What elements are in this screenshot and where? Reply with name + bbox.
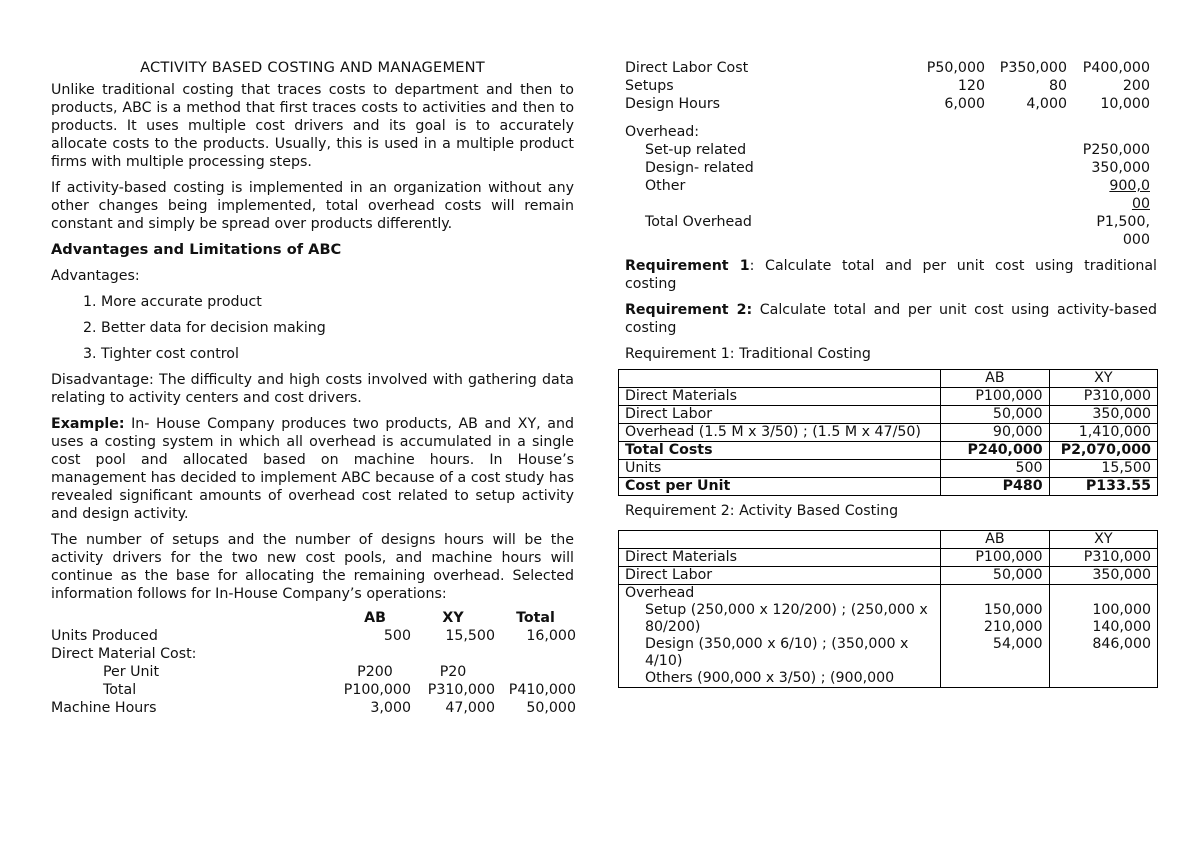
cell: 3,000 — [370, 700, 411, 716]
cell: 1,410,000 — [1049, 424, 1157, 442]
abc-costing-table — [618, 530, 1158, 688]
cell: 80 — [1048, 78, 1067, 94]
cell: 200 — [1122, 78, 1150, 94]
table1-title: Requirement 1: Traditional Costing — [625, 346, 871, 362]
table-row — [619, 442, 1158, 460]
cell: P410,000 — [508, 682, 576, 698]
req2-text: Calculate total and per unit cost using activity-based costing — [625, 302, 1158, 336]
design-label: Design (350,000 x 6/10) ; (350,000 x 4/10) — [645, 636, 909, 669]
table-row — [619, 478, 1158, 496]
cell: P480 — [941, 478, 1049, 496]
advantages-label: Advantages: — [51, 268, 140, 284]
cell: P100,000 — [941, 549, 1049, 567]
company-info-table — [51, 609, 576, 717]
row-label: Design- related — [645, 160, 754, 176]
header-xy: XY — [442, 610, 464, 626]
table-row — [619, 460, 1158, 478]
drivers-paragraph: The number of setups and the number of designs hours will be the activity drivers for the two new cost pools, and machine hours will continue as the base for allocating the remaining overhead. Selected information follows for In-House Company’s operations: — [51, 532, 574, 602]
table-row — [625, 77, 1150, 95]
table-row — [625, 95, 1150, 113]
table-row — [625, 141, 1150, 159]
cell: 500 — [383, 628, 411, 644]
table-row — [51, 681, 576, 699]
disadvantage-paragraph: Disadvantage: The difficulty and high costs involved with gathering data relating to activity centers and cost drivers. — [51, 372, 574, 406]
setup-label: Setup (250,000 x 120/200) ; (250,000 x 80/200) — [645, 602, 928, 635]
table2-title: Requirement 2: Activity Based Costing — [625, 503, 899, 519]
req2-label: Requirement 2: — [625, 302, 753, 318]
req1-text: : Calculate total and per unit cost using traditional costing — [625, 258, 1157, 292]
cell: 140,000 — [1092, 619, 1151, 635]
row-label: Total Costs — [619, 442, 941, 460]
cell: 47,000 — [445, 700, 495, 716]
cell: P240,000 — [941, 442, 1049, 460]
overhead-paragraph: If activity-based costing is implemented in an organization without any other changes being implemented, total overhead costs will remain constant and simply be spread over products differently. — [51, 180, 574, 232]
row-label: Units Produced — [51, 628, 158, 644]
cell: 120 — [957, 78, 985, 94]
table-row — [625, 159, 1150, 177]
cell: 100,000 — [1092, 602, 1151, 618]
header-xy: XY — [1049, 531, 1157, 549]
row-label: Setups — [625, 78, 674, 94]
row-label: Direct Materials — [619, 549, 941, 567]
cell: 16,000 — [526, 628, 576, 644]
cell: 10,000 — [1100, 96, 1150, 112]
row-label: Other — [645, 178, 686, 194]
cell: 15,500 — [445, 628, 495, 644]
row-label: Set-up related — [645, 142, 747, 158]
table-row — [619, 370, 1158, 388]
others-line — [625, 670, 934, 687]
cell: 350,000 — [1049, 567, 1157, 585]
right-column — [625, 59, 1157, 688]
requirement-1 — [625, 257, 1157, 293]
table-row — [619, 567, 1158, 585]
cell — [495, 663, 576, 681]
cell: 846,000 — [1092, 636, 1151, 652]
row-label: Design Hours — [625, 96, 721, 112]
row-label: Direct Labor — [619, 406, 941, 424]
table-body — [619, 388, 1158, 496]
traditional-costing-table — [618, 369, 1158, 496]
cell: P133.55 — [1049, 478, 1157, 496]
design-line — [625, 636, 934, 670]
cell: P310,000 — [427, 682, 495, 698]
table-row — [619, 388, 1158, 406]
advantages-list — [51, 293, 574, 363]
cell: 15,500 — [1049, 460, 1157, 478]
cell: 350,000 — [1049, 406, 1157, 424]
example-text: In- House Company produces two products, AB and XY, and uses a costing system in which all overhead is accumulated in a single cost pool and allocated based on machine hours. In House’s management has decided to implement ABC because of a cost study has revealed significant amounts of overhead cost related to setup activity and design activity. — [51, 416, 574, 522]
labor-info-table — [625, 59, 1150, 249]
table-row — [619, 406, 1158, 424]
table-row — [625, 59, 1150, 77]
list-item: 1. More accurate product — [101, 293, 574, 311]
row-label: Direct Labor Cost — [625, 60, 749, 76]
cell: 54,000 — [992, 636, 1043, 652]
cell: 50,000 — [941, 567, 1049, 585]
row-label: Units — [619, 460, 941, 478]
row-label: Direct Labor — [619, 567, 941, 585]
cell: P100,000 — [941, 388, 1049, 406]
header-ab: AB — [941, 370, 1049, 388]
table-row — [619, 424, 1158, 442]
cell: P2,070,000 — [1049, 442, 1157, 460]
table-row — [619, 585, 1158, 688]
cell: P200 — [357, 664, 393, 680]
row-label: Total — [103, 682, 137, 698]
header-total: Total — [516, 610, 555, 626]
header-ab: AB — [364, 610, 386, 626]
cell: 150,000 — [983, 602, 1043, 618]
table-row — [51, 663, 576, 681]
cell: 90,000 — [941, 424, 1049, 442]
cell: 210,000 — [983, 619, 1043, 635]
header-ab: AB — [941, 531, 1049, 549]
others-label: Others (900,000 x 3/50) ; (900,000 — [645, 670, 895, 686]
cell: 4,000 — [1026, 96, 1067, 112]
req1-label: Requirement 1 — [625, 258, 750, 274]
example-label: Example: — [51, 416, 125, 432]
cell: 6,000 — [944, 96, 985, 112]
table-row — [619, 549, 1158, 567]
list-item: 2. Better data for decision making — [101, 319, 574, 337]
cell: 50,000 — [941, 406, 1049, 424]
list-item: 3. Tighter cost control — [101, 345, 574, 363]
row-label: Direct Material Cost: — [51, 646, 197, 662]
row-label: Machine Hours — [51, 700, 157, 716]
page-title: ACTIVITY BASED COSTING AND MANAGEMENT — [140, 59, 485, 76]
row-label: Per Unit — [103, 664, 160, 680]
cell: P400,000 — [1082, 60, 1150, 76]
left-column — [51, 59, 574, 717]
example-paragraph — [51, 415, 574, 523]
table-row — [619, 531, 1158, 549]
table-row — [625, 123, 1150, 141]
table-row — [51, 645, 576, 663]
table-row — [625, 177, 1150, 213]
cell: P310,000 — [1049, 388, 1157, 406]
table-row — [51, 609, 576, 627]
section-heading: Advantages and Limitations of ABC — [51, 241, 342, 258]
table-row — [51, 699, 576, 717]
cell: 900,000 — [1109, 178, 1150, 212]
row-label: Overhead — [625, 585, 695, 601]
cell: P350,000 — [999, 60, 1067, 76]
header-xy: XY — [1049, 370, 1157, 388]
row-label: Direct Materials — [619, 388, 941, 406]
cell: P250,000 — [1082, 142, 1150, 158]
row-label: Overhead (1.5 M x 3/50) ; (1.5 M x 47/50) — [619, 424, 941, 442]
row-label: Cost per Unit — [619, 478, 941, 496]
cell: 500 — [941, 460, 1049, 478]
requirement-2 — [625, 301, 1157, 337]
cell: P310,000 — [1049, 549, 1157, 567]
setup-line — [625, 602, 934, 636]
row-label: Overhead: — [625, 124, 700, 140]
row-label: Total Overhead — [645, 214, 752, 230]
table-row — [51, 627, 576, 645]
cell: 350,000 — [1091, 160, 1150, 176]
table-row — [625, 213, 1150, 249]
cell: P1,500,000 — [1096, 214, 1150, 248]
cell: P50,000 — [926, 60, 985, 76]
cell: P20 — [439, 664, 467, 680]
intro-paragraph: Unlike traditional costing that traces costs to department and then to products, ABC is a method that first traces costs to activities and then to products. It uses multiple cost drivers and its goal is to accurately allocate costs to the products. Usually, this is used in a multiple product firms with multiple processing steps. — [51, 82, 574, 170]
cell: 50,000 — [526, 700, 576, 716]
cell: P100,000 — [343, 682, 411, 698]
